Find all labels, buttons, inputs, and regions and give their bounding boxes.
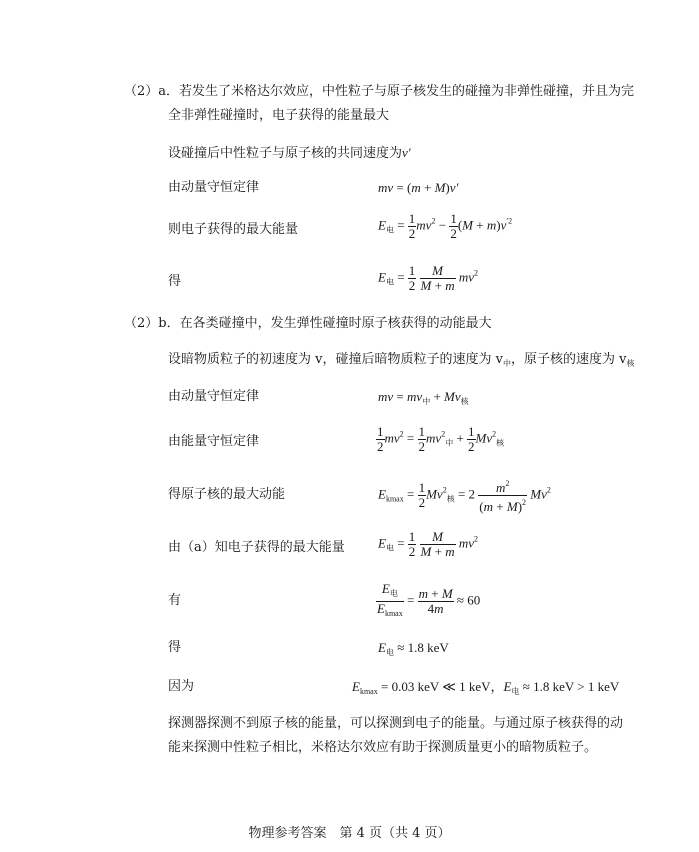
formula-electron-result-b: $E_电$ = $\frac{1}{2}$ $\frac{M}{M + m}$ $mv^2$ — [378, 529, 479, 559]
page-footer: 物理参考答案 第 4 页（共 4 页） — [248, 826, 451, 841]
formula-electron-result-a: $E_电$ = $\frac{1}{2}$ $\frac{M}{M + m}$ $mv^2$ — [378, 263, 479, 293]
step-label: 因为 — [168, 679, 195, 694]
step-label: 得 — [168, 640, 182, 655]
conclusion: 探测器探测不到原子核的能量，可以探测到电子的能量。与通过原子核获得的动 — [168, 716, 624, 731]
formula-momentum-b: mv = $mv_中 + Mv_核$ — [378, 389, 469, 406]
formula-momentum-a: mv = (m + M)v′ — [378, 180, 459, 195]
formula-result-value: $E_电 \approx 1.8$ keV — [378, 640, 449, 657]
conclusion-cont: 能来探测中性粒子相比，米格达尔效应有助于探测质量更小的暗物质粒子。 — [168, 740, 598, 755]
step-label: 则电子获得的最大能量 — [168, 222, 299, 237]
part-a-heading-cont: 全非弹性碰撞时，电子获得的能量最大 — [168, 108, 390, 123]
formula-nucleus-kmax: $E_{kmax}$ = $\frac{1}{2}$ $Mv^2_核 = 2$ $\frac{m^2}{(m + M)^2}$ Mv$^2$ — [378, 479, 551, 514]
part-b-heading: （2）b．在各类碰撞中，发生弹性碰撞时原子核获得的动能最大 — [124, 316, 492, 331]
formula-ratio: $\frac{E_电}{E_{kmax}}$ = $\frac{m + M}{4m}$ ≈ 60 — [377, 581, 481, 618]
formula-energy-b: $\frac{1}{2}$ $mv^2$ = $\frac{1}{2}$ $mv^2_中$ + $\frac{1}{2}$ $Mv^2_核$ — [377, 424, 505, 454]
step-label: 由（a）知电子获得的最大能量 — [168, 540, 345, 555]
step-label: 由动量守恒定律 — [168, 389, 260, 404]
step-label: 有 — [168, 593, 182, 608]
step-label: 由能量守恒定律 — [168, 434, 260, 449]
part-a-setup: 设碰撞后中性粒子与原子核的共同速度为v′ — [168, 145, 411, 161]
formula-because: $E_{kmax} = 0.03$ keV ≪ 1 keV，$E_电 \approx 1.8$ keV > 1 keV — [352, 679, 620, 696]
step-label: 得 — [168, 274, 182, 289]
part-a-heading: （2）a．若发生了米格达尔效应，中性粒子与原子核发生的碰撞为非弹性碰撞，并且为完 — [124, 84, 635, 99]
step-label: 得原子核的最大动能 — [168, 487, 286, 502]
step-label: 由动量守恒定律 — [168, 180, 260, 195]
formula-electron-energy: $E_电$ = $\frac{1}{2}$ $mv^2$ − $\frac{1}{2}$ $(M + m)v^{'2}$ — [378, 211, 513, 241]
part-b-setup: 设暗物质粒子的初速度为 v，碰撞后暗物质粒子的速度为 $v_中$，原子核的速度为 $v_核$ — [168, 352, 635, 368]
